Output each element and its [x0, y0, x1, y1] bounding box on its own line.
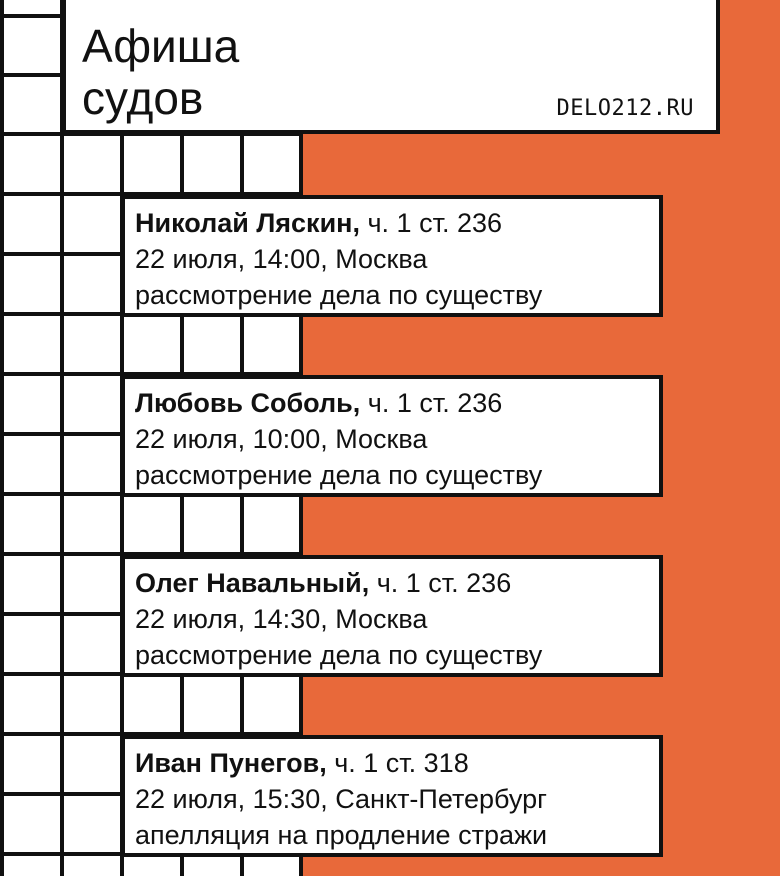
court-card-4 — [121, 735, 663, 857]
title-line-1: Афиша — [82, 20, 240, 72]
article: ч. 1 ст. 236 — [369, 568, 512, 598]
defendant-name: Любовь Соболь, — [135, 388, 361, 418]
article: ч. 1 ст. 236 — [359, 208, 502, 238]
hearing-type: рассмотрение дела по существу — [135, 640, 543, 670]
article: ч. 1 ст. 318 — [326, 748, 469, 778]
hearing-date: 22 июля, 14:00, Москва — [135, 244, 428, 274]
poster-title — [82, 20, 239, 124]
defendant-name: Иван Пунегов, — [135, 748, 327, 778]
site-label: DELO212.RU — [556, 96, 694, 121]
defendant-name: Николай Ляскин, — [135, 208, 360, 238]
court-card-1 — [121, 195, 663, 317]
hearing-date: 22 июля, 15:30, Санкт-Петербург — [135, 784, 547, 814]
hearing-type: апелляция на продление стражи — [135, 820, 548, 850]
hearing-type: рассмотрение дела по существу — [135, 460, 543, 490]
hearing-date: 22 июля, 14:30, Москва — [135, 604, 428, 634]
court-card-3 — [121, 555, 663, 677]
defendant-name: Олег Навальный, — [135, 568, 370, 598]
header-box — [62, 0, 720, 134]
court-card-2 — [121, 375, 663, 497]
title-line-2: судов — [82, 72, 204, 124]
article: ч. 1 ст. 236 — [360, 388, 503, 418]
hearing-type: рассмотрение дела по существу — [135, 280, 543, 310]
hearing-date: 22 июля, 10:00, Москва — [135, 424, 428, 454]
